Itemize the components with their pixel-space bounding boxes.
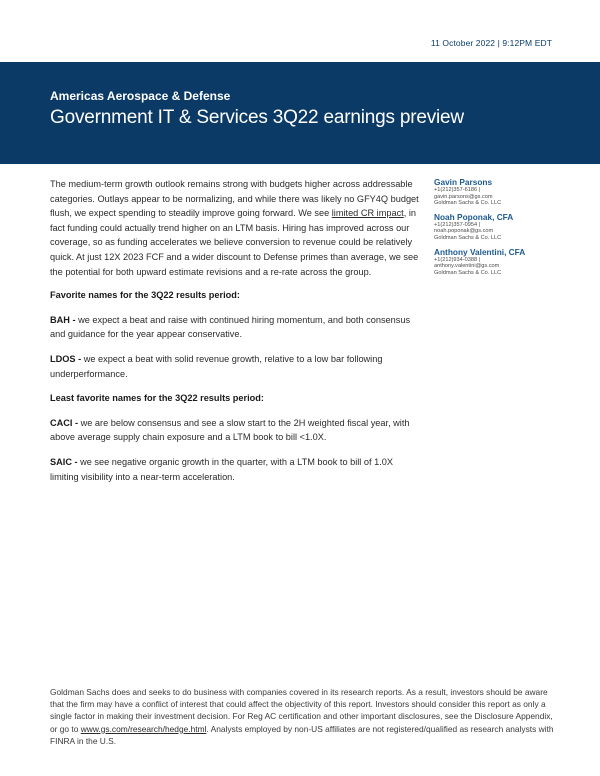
author-phone: +1(212)357-0954 | xyxy=(434,221,481,228)
disclaimer-footer xyxy=(50,686,560,747)
author-name: Anthony Valentini, CFA xyxy=(434,246,526,257)
least-favorite-item-caci xyxy=(50,416,420,445)
intro-paragraph xyxy=(50,177,420,279)
favorites-heading: Favorite names for the 3Q22 results period: xyxy=(50,290,240,301)
author-email[interactable]: anthony.valentini@gs.com xyxy=(434,263,500,270)
author-noah-poponak xyxy=(434,212,554,242)
disclosure-link[interactable]: www.gs.com/research/hedge.html xyxy=(80,723,207,734)
ticker-label: CACI - xyxy=(50,417,81,428)
report-body xyxy=(50,177,420,494)
ticker-label: SAIC - xyxy=(50,456,81,467)
favorite-item-bah xyxy=(50,313,420,342)
item-text: we see negative organic growth in the quarter, with a LTM book to bill of 1.0X limiting visibility into a near-term acceleration. xyxy=(50,456,394,482)
intro-text-2: , in fact funding could actually trend higher on an LTM basis. Hiring has improved across our coverage, so as funding accelerates we believe conversion to revenue could be relatively quick. At just 12X 2023 FCF and a wider discount to Defense primes than average, we see the potential for both upward estimate revisions and a re-rate across the group. xyxy=(50,208,419,277)
limited-cr-impact-link[interactable]: limited CR impact xyxy=(331,208,404,219)
sector-label: Americas Aerospace & Defense xyxy=(50,89,231,103)
disclaimer-text-2: . Analysts employed by non-US affiliates are not registered/qualified as research analysts with FINRA in the U.S. xyxy=(50,723,554,746)
author-email[interactable]: noah.poponak@gs.com xyxy=(434,228,494,235)
ticker-label: LDOS - xyxy=(50,353,84,364)
least-favorites-heading: Least favorite names for the 3Q22 results period: xyxy=(50,393,264,404)
author-email[interactable]: gavin.parsons@gs.com xyxy=(434,193,493,200)
item-text: we are below consensus and see a slow start to the 2H weighted fiscal year, with above average supply chain exposure and a LTM book to bill <1.0X. xyxy=(50,417,410,443)
author-phone: +1(212)934-0388 | xyxy=(434,256,481,263)
author-firm: Goldman Sachs & Co. LLC xyxy=(434,200,502,207)
item-text: we expect a beat with solid revenue growth, relative to a low bar following underperformance. xyxy=(50,353,383,379)
report-date: 11 October 2022 | 9:12PM EDT xyxy=(430,38,552,48)
author-firm: Goldman Sachs & Co. LLC xyxy=(434,234,502,241)
disclaimer-text-1: Goldman Sachs does and seeks to do business with companies covered in its research reports. As a result, investors should be aware that the firm may have a conflict of interest that could affect the objectivity of this report. Investors should consider this report as only a single factor in making their investment decision. For Reg AC certification and other important disclosures, see the Disclosure Appendix, or go to xyxy=(50,687,553,734)
author-gavin-parsons xyxy=(434,177,554,207)
author-anthony-valentini xyxy=(434,247,554,277)
author-name: Gavin Parsons xyxy=(434,177,493,187)
author-phone: +1(212)357-6186 | xyxy=(434,187,481,193)
author-list xyxy=(434,177,554,281)
item-text: we expect a beat and raise with continued hiring momentum, and both consensus and guidance for the year appear conservative. xyxy=(50,314,411,340)
title-banner xyxy=(0,62,600,164)
author-firm: Goldman Sachs & Co. LLC xyxy=(434,269,502,276)
ticker-label: BAH - xyxy=(50,314,79,325)
favorite-item-ldos xyxy=(50,352,420,381)
least-favorite-item-saic xyxy=(50,455,420,484)
intro-text-1: The medium-term growth outlook remains strong with budgets higher across addressable categories. Outlays appear to be normalizing, and while there was likely no GFY4Q budget flush, we expect spending to steadily improve going forward. We see xyxy=(50,179,419,219)
author-name: Noah Poponak, CFA xyxy=(434,211,514,222)
report-title: Government IT & Services 3Q22 earnings preview xyxy=(50,107,464,128)
